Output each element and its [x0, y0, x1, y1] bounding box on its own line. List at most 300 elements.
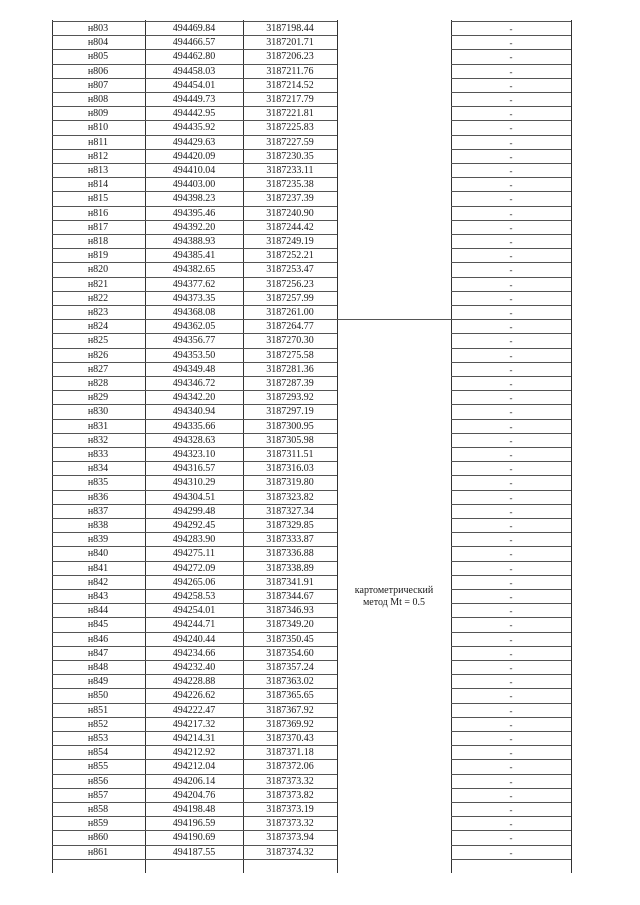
point-id: н818 — [87, 236, 109, 247]
description: - — [509, 563, 513, 574]
row-separator — [145, 546, 243, 547]
x-coordinate: 494373.35 — [172, 292, 216, 304]
row-separator — [145, 248, 243, 249]
row-separator — [145, 830, 243, 831]
point-id: н827 — [87, 363, 109, 375]
row-separator — [451, 575, 571, 576]
description: - — [509, 705, 513, 716]
row-separator — [243, 262, 337, 263]
row-separator — [243, 92, 337, 93]
x-coordinate: 494232.40 — [172, 662, 216, 673]
row-separator — [451, 504, 571, 505]
description: - — [509, 805, 513, 815]
point-id: н856 — [87, 775, 109, 787]
row-separator — [243, 248, 337, 249]
row-separator — [451, 419, 571, 420]
row-separator — [451, 404, 571, 405]
description: - — [509, 222, 513, 233]
row-separator — [451, 21, 571, 22]
point-id: н857 — [87, 789, 109, 801]
row-separator — [243, 177, 337, 178]
description: - — [509, 109, 513, 120]
row-separator — [52, 49, 145, 50]
y-coordinate: 3187346.93 — [266, 605, 314, 617]
x-coordinate: 494299.48 — [172, 505, 216, 517]
row-separator — [145, 419, 243, 420]
y-coordinate: 3187373.94 — [266, 832, 314, 844]
row-separator — [451, 745, 571, 746]
row-separator — [451, 291, 571, 292]
y-coordinate: 3187281.36 — [266, 363, 314, 375]
x-coordinate: 494304.51 — [172, 491, 216, 503]
description: - — [509, 251, 513, 262]
row-separator — [243, 575, 337, 576]
row-separator — [145, 575, 243, 576]
row-separator — [243, 163, 337, 164]
row-separator — [52, 333, 145, 334]
row-separator — [243, 49, 337, 50]
row-separator — [451, 731, 571, 732]
point-id: н854 — [87, 747, 109, 759]
description: - — [509, 265, 513, 276]
row-separator — [451, 674, 571, 675]
row-separator — [145, 319, 243, 320]
row-separator — [145, 461, 243, 462]
row-separator — [145, 277, 243, 278]
description: - — [509, 790, 513, 801]
x-coordinate: 494449.73 — [172, 94, 216, 105]
x-coordinate: 494316.57 — [172, 463, 216, 475]
description: - — [509, 549, 513, 560]
row-separator — [52, 248, 145, 249]
description: - — [509, 208, 513, 219]
row-separator — [145, 561, 243, 562]
x-coordinate: 494362.05 — [172, 321, 216, 333]
row-separator — [145, 447, 243, 448]
row-separator — [451, 788, 571, 789]
y-coordinate: 3187354.60 — [266, 647, 314, 659]
x-coordinate: 494198.48 — [172, 804, 216, 815]
row-separator — [52, 220, 145, 221]
row-separator — [451, 859, 571, 860]
row-separator — [451, 703, 571, 704]
row-separator — [243, 404, 337, 405]
row-separator — [243, 475, 337, 476]
row-separator — [52, 135, 145, 136]
point-id: н849 — [87, 676, 109, 688]
row-separator — [451, 475, 571, 476]
x-coordinate: 494342.20 — [172, 392, 216, 404]
description: - — [509, 577, 513, 588]
description: - — [509, 492, 513, 503]
row-separator — [451, 759, 571, 760]
row-separator — [451, 220, 571, 221]
row-separator — [243, 64, 337, 65]
x-coordinate: 494356.77 — [172, 335, 216, 347]
y-coordinate: 3187341.91 — [266, 576, 314, 588]
y-coordinate: 3187256.23 — [266, 278, 314, 290]
description: - — [509, 308, 513, 318]
x-coordinate: 494395.46 — [172, 207, 216, 219]
point-id: н834 — [87, 463, 109, 475]
row-separator — [52, 262, 145, 263]
description: - — [509, 421, 513, 432]
row-separator — [52, 589, 145, 590]
description: - — [509, 393, 513, 404]
row-separator — [52, 149, 145, 150]
x-coordinate: 494388.93 — [172, 236, 216, 247]
point-id: н803 — [87, 23, 109, 34]
x-coordinate: 494323.10 — [172, 449, 216, 460]
x-coordinate: 494212.92 — [172, 747, 216, 759]
y-coordinate: 3187316.03 — [266, 463, 314, 475]
point-id: н858 — [87, 804, 109, 815]
x-coordinate: 494214.31 — [172, 733, 216, 744]
x-coordinate: 494292.45 — [172, 520, 216, 531]
x-coordinate: 494382.65 — [172, 264, 216, 276]
row-separator — [145, 262, 243, 263]
description: - — [509, 634, 513, 645]
row-separator — [145, 135, 243, 136]
method-note-line-2: метод Mt = 0.5 — [362, 597, 426, 608]
row-separator — [52, 234, 145, 235]
point-id: н812 — [87, 150, 109, 162]
x-coordinate: 494244.71 — [172, 619, 216, 631]
row-separator — [52, 632, 145, 633]
row-separator — [243, 305, 337, 306]
row-separator — [451, 660, 571, 661]
description: - — [509, 38, 513, 49]
point-id: н830 — [87, 406, 109, 418]
row-separator — [451, 447, 571, 448]
y-coordinate: 3187275.58 — [266, 349, 314, 361]
row-separator — [145, 106, 243, 107]
description: - — [509, 24, 513, 34]
y-coordinate: 3187230.35 — [266, 150, 314, 162]
row-separator — [243, 149, 337, 150]
row-separator — [145, 859, 243, 860]
row-separator — [451, 106, 571, 107]
description: - — [509, 833, 513, 844]
y-coordinate: 3187227.59 — [266, 136, 314, 148]
row-separator — [52, 717, 145, 718]
description: - — [509, 450, 513, 460]
row-separator — [52, 191, 145, 192]
row-separator — [145, 475, 243, 476]
row-separator — [145, 177, 243, 178]
x-coordinate: 494340.94 — [172, 406, 216, 418]
row-separator — [243, 660, 337, 661]
y-coordinate: 3187338.89 — [266, 562, 314, 574]
description: - — [509, 435, 513, 446]
row-separator — [52, 759, 145, 760]
row-separator — [145, 646, 243, 647]
description: - — [509, 80, 513, 91]
y-coordinate: 3187287.39 — [266, 378, 314, 389]
row-separator — [243, 348, 337, 349]
row-separator — [451, 177, 571, 178]
x-coordinate: 494377.62 — [172, 278, 216, 290]
row-separator — [451, 262, 571, 263]
row-separator — [145, 504, 243, 505]
row-separator — [52, 106, 145, 107]
point-id: н837 — [87, 505, 109, 517]
row-separator — [243, 632, 337, 633]
row-separator — [52, 433, 145, 434]
row-separator — [52, 348, 145, 349]
row-separator — [451, 816, 571, 817]
y-coordinate: 3187225.83 — [266, 122, 314, 134]
x-coordinate: 494240.44 — [172, 633, 216, 645]
x-coordinate: 494204.76 — [172, 789, 216, 801]
y-coordinate: 3187297.19 — [266, 406, 314, 418]
description: - — [509, 663, 513, 673]
row-separator — [52, 845, 145, 846]
x-coordinate: 494349.48 — [172, 363, 216, 375]
row-separator — [145, 234, 243, 235]
point-id: н846 — [87, 633, 109, 645]
row-separator — [52, 277, 145, 278]
point-id: н852 — [87, 718, 109, 730]
x-coordinate: 494462.80 — [172, 51, 216, 63]
y-coordinate: 3187323.82 — [266, 491, 314, 503]
row-separator — [451, 277, 571, 278]
y-coordinate: 3187367.92 — [266, 704, 314, 716]
method-note-line-1: картометрический — [354, 585, 434, 596]
y-coordinate: 3187293.92 — [266, 392, 314, 404]
row-separator — [52, 674, 145, 675]
row-separator — [243, 688, 337, 689]
y-coordinate: 3187253.47 — [266, 264, 314, 276]
row-separator — [52, 745, 145, 746]
point-id: н809 — [87, 108, 109, 120]
description: - — [509, 237, 513, 247]
row-separator — [52, 504, 145, 505]
y-coordinate: 3187373.19 — [266, 804, 314, 815]
row-separator — [243, 277, 337, 278]
row-separator — [243, 788, 337, 789]
row-separator — [52, 64, 145, 65]
point-id: н835 — [87, 477, 109, 489]
row-separator — [243, 717, 337, 718]
row-separator — [52, 603, 145, 604]
row-separator — [145, 291, 243, 292]
description: - — [509, 123, 513, 134]
y-coordinate: 3187373.32 — [266, 775, 314, 787]
y-coordinate: 3187264.77 — [266, 321, 314, 333]
row-separator — [451, 191, 571, 192]
row-separator — [145, 632, 243, 633]
description: - — [509, 95, 513, 105]
row-separator — [145, 390, 243, 391]
description: - — [509, 734, 513, 744]
row-separator — [52, 78, 145, 79]
description: - — [509, 279, 513, 290]
row-separator — [243, 589, 337, 590]
x-coordinate: 494346.72 — [172, 378, 216, 389]
point-id: н811 — [88, 136, 108, 148]
row-separator — [52, 305, 145, 306]
description: - — [509, 151, 513, 162]
row-separator — [52, 177, 145, 178]
row-separator — [451, 646, 571, 647]
row-separator — [52, 120, 145, 121]
y-coordinate: 3187235.38 — [266, 179, 314, 191]
row-separator — [145, 688, 243, 689]
row-separator — [145, 49, 243, 50]
point-id: н823 — [87, 307, 109, 318]
y-coordinate: 3187350.45 — [266, 633, 314, 645]
point-id: н859 — [87, 818, 109, 830]
y-coordinate: 3187214.52 — [266, 79, 314, 91]
point-id: н851 — [87, 704, 109, 716]
row-separator — [145, 404, 243, 405]
x-coordinate: 494398.23 — [172, 193, 216, 205]
description: - — [509, 364, 513, 375]
point-id: н814 — [87, 179, 109, 191]
description: - — [509, 66, 513, 77]
point-id: н810 — [87, 122, 109, 134]
description: - — [509, 592, 513, 602]
row-separator — [52, 362, 145, 363]
row-separator — [243, 617, 337, 618]
description: - — [509, 336, 513, 347]
y-coordinate: 3187329.85 — [266, 520, 314, 531]
row-separator — [451, 589, 571, 590]
row-separator — [243, 206, 337, 207]
row-separator — [451, 774, 571, 775]
point-id: н817 — [87, 221, 109, 233]
row-separator — [243, 447, 337, 448]
description: - — [509, 819, 513, 830]
row-separator — [243, 859, 337, 860]
row-separator — [52, 319, 145, 320]
x-coordinate: 494212.04 — [172, 761, 216, 773]
row-separator — [145, 532, 243, 533]
y-coordinate: 3187363.02 — [266, 676, 314, 688]
x-coordinate: 494429.63 — [172, 136, 216, 148]
y-coordinate: 3187270.30 — [266, 335, 314, 347]
method-note — [338, 585, 450, 609]
row-separator — [145, 35, 243, 36]
row-separator — [451, 319, 571, 320]
row-separator — [52, 802, 145, 803]
row-separator — [243, 802, 337, 803]
row-separator — [145, 845, 243, 846]
row-separator — [451, 376, 571, 377]
row-separator — [451, 234, 571, 235]
description: - — [509, 506, 513, 517]
row-separator — [145, 163, 243, 164]
point-id: н820 — [87, 264, 109, 276]
y-coordinate: 3187365.65 — [266, 690, 314, 702]
description: - — [509, 677, 513, 688]
y-coordinate: 3187249.19 — [266, 236, 314, 247]
row-separator — [243, 390, 337, 391]
point-id: н831 — [87, 420, 109, 432]
y-coordinate: 3187201.71 — [266, 37, 314, 49]
row-separator — [145, 731, 243, 732]
y-coordinate: 3187300.95 — [266, 420, 314, 432]
y-coordinate: 3187237.39 — [266, 193, 314, 205]
x-coordinate: 494190.69 — [172, 832, 216, 844]
point-id: н833 — [87, 449, 109, 460]
y-coordinate: 3187217.79 — [266, 94, 314, 105]
point-id: н860 — [87, 832, 109, 844]
point-id: н821 — [87, 278, 109, 290]
description: - — [509, 478, 513, 489]
y-coordinate: 3187370.43 — [266, 733, 314, 744]
row-separator — [52, 447, 145, 448]
point-id: н819 — [87, 250, 109, 262]
row-separator — [451, 845, 571, 846]
y-coordinate: 3187344.67 — [266, 591, 314, 602]
point-id: н829 — [87, 392, 109, 404]
x-coordinate: 494206.14 — [172, 775, 216, 787]
x-coordinate: 494234.66 — [172, 647, 216, 659]
row-separator — [145, 759, 243, 760]
row-separator — [145, 603, 243, 604]
description: - — [509, 620, 513, 631]
row-separator — [243, 461, 337, 462]
x-coordinate: 494466.57 — [172, 37, 216, 49]
row-separator — [243, 518, 337, 519]
row-separator — [52, 774, 145, 775]
row-separator — [145, 745, 243, 746]
x-coordinate: 494454.01 — [172, 79, 216, 91]
point-id: н807 — [87, 79, 109, 91]
x-coordinate: 494283.90 — [172, 534, 216, 546]
row-separator — [145, 149, 243, 150]
x-coordinate: 494420.09 — [172, 150, 216, 162]
row-separator — [243, 419, 337, 420]
row-separator — [243, 35, 337, 36]
x-coordinate: 494335.66 — [172, 420, 216, 432]
y-coordinate: 3187206.23 — [266, 51, 314, 63]
row-separator — [243, 646, 337, 647]
row-separator — [243, 816, 337, 817]
row-separator — [52, 206, 145, 207]
row-separator — [451, 518, 571, 519]
row-separator — [145, 348, 243, 349]
description: - — [509, 762, 513, 773]
description: - — [509, 748, 513, 759]
row-separator — [52, 35, 145, 36]
description: - — [509, 776, 513, 787]
row-separator — [145, 333, 243, 334]
row-separator — [451, 348, 571, 349]
row-separator — [243, 376, 337, 377]
point-id: н845 — [87, 619, 109, 631]
x-coordinate: 494368.08 — [172, 307, 216, 318]
method-boundary-line — [337, 319, 451, 320]
point-id: н840 — [87, 548, 109, 560]
y-coordinate: 3187349.20 — [266, 619, 314, 631]
x-coordinate: 494275.11 — [172, 548, 216, 560]
description: - — [509, 166, 513, 176]
row-separator — [145, 376, 243, 377]
x-coordinate: 494410.04 — [172, 165, 216, 176]
row-separator — [145, 802, 243, 803]
x-coordinate: 494385.41 — [172, 250, 216, 262]
row-separator — [243, 78, 337, 79]
row-separator — [451, 688, 571, 689]
y-coordinate: 3187257.99 — [266, 292, 314, 304]
description: - — [509, 350, 513, 361]
point-id: н848 — [87, 662, 109, 673]
row-separator — [451, 532, 571, 533]
row-separator — [145, 674, 243, 675]
